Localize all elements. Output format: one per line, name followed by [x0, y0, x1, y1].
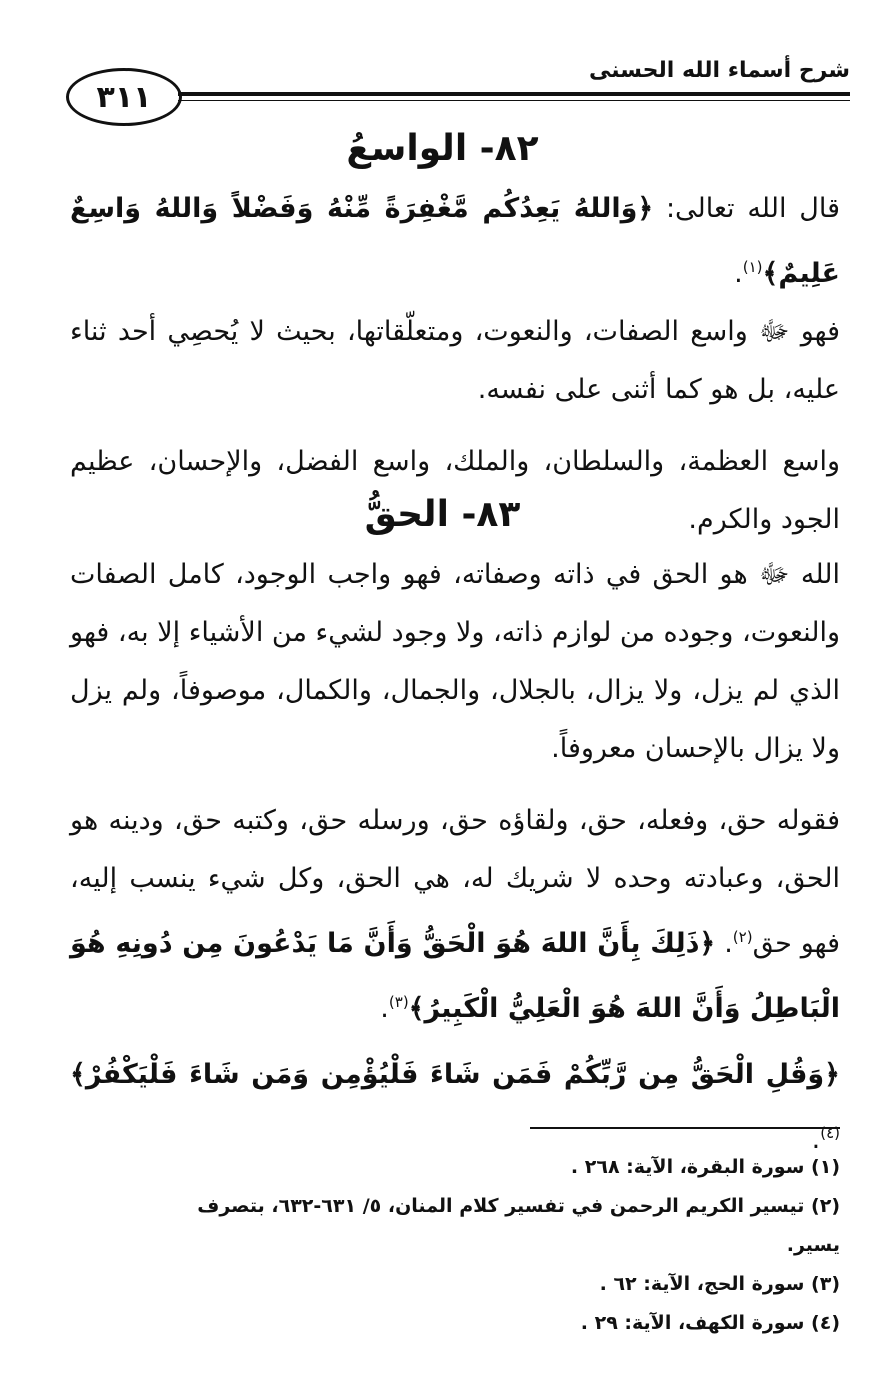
section-83-body — [70, 546, 840, 1169]
footnote-3: (٣) سورة الحج، الآية: ٦٢ . — [599, 1273, 840, 1295]
punctuation: . — [380, 993, 389, 1024]
section-83-paragraph-1: الله ﷻ هو الحق في ذاته وصفاته، فهو واجب الوجود، كامل الصفات والنعوت، وجوده من لوازم ذاته، ولا وجود لشيء من الأشياء إلا به، فهو الذي لم يزل، ولا يزال، بالجلال، والجمال، والكمال، موصوفاً، ولم يزل ولا يزال بالإحسان معروفاً. — [70, 559, 840, 764]
section-82-paragraph-3: واسع العظمة، والسلطان، والملك، واسع الفضل، والإحسان، عظيم الجود والكرم. — [70, 446, 840, 535]
footnote-2: (٢) تيسير الكريم الرحمن في تفسير كلام المنان، ٥/ ٦٣١-٦٣٢، بتصرف يسير. — [197, 1195, 840, 1256]
footnote-1: (١) سورة البقرة، الآية: ٢٦٨ . — [570, 1156, 840, 1178]
section-83-heading: ٨٣- الحقُّ — [364, 494, 521, 535]
footnotes — [150, 1148, 840, 1343]
punctuation: . — [715, 928, 733, 959]
paragraph-text: فقوله حق، وفعله، حق، ولقاؤه حق، ورسله حق، وكتبه حق، ودينه هو الحق، وعبادته وحده لا شريك له، هي الحق، وكل شيء ينسب إليه، فهو حق — [70, 805, 840, 959]
section-82-heading: ٨٢- الواسعُ — [346, 128, 539, 169]
footnote-ref: (١) — [742, 258, 763, 276]
quote-intro: قال الله تعالى: — [653, 193, 840, 224]
section-82-paragraph-2: فهو ﷻ واسع الصفات، والنعوت، ومتعلّقاتها، بحيث لا يُحصِي أحد ثناء عليه، بل هو كما أثنى على نفسه. — [70, 316, 840, 405]
footnote-ref: (٢) — [732, 928, 753, 946]
quran-verse: ﴿ذَلِكَ بِأَنَّ اللهَ هُوَ الْحَقُّ وَأَنَّ مَا يَدْعُونَ مِن دُونِهِ هُوَ الْبَاطِلُ وَأَنَّ اللهَ هُوَ الْعَلِيُّ الْكَبِيرُ﴾ — [70, 928, 840, 1024]
footnote-4: (٤) سورة الكهف، الآية: ٢٩ . — [580, 1312, 840, 1334]
book-title: شرح أسماء الله الحسنى — [589, 58, 850, 83]
section-83-paragraph-2 — [70, 792, 840, 1038]
header-rule-thick — [178, 92, 850, 96]
header-rule-thin — [178, 100, 850, 101]
footnote-ref: (٤) — [820, 1124, 840, 1142]
page-header — [60, 52, 850, 122]
punctuation: . — [734, 258, 743, 289]
punctuation: . — [811, 1124, 821, 1155]
page-number: ٣١١ — [66, 68, 182, 126]
quran-verse: ﴿وَاللهُ يَعِدُكُم مَّغْفِرَةً مِّنْهُ وَفَضْلاً وَاللهُ وَاسِعٌ عَلِيمٌ﴾ — [70, 193, 840, 289]
footnote-separator — [530, 1127, 840, 1129]
quran-verse: ﴿وَقُلِ الْحَقُّ مِن رَّبِّكُمْ فَمَن شَاءَ فَلْيُؤْمِن وَمَن شَاءَ فَلْيَكْفُرْ﴾ — [70, 1059, 840, 1090]
section-82-paragraph-1 — [70, 180, 840, 303]
footnote-ref: (٣) — [388, 993, 409, 1011]
